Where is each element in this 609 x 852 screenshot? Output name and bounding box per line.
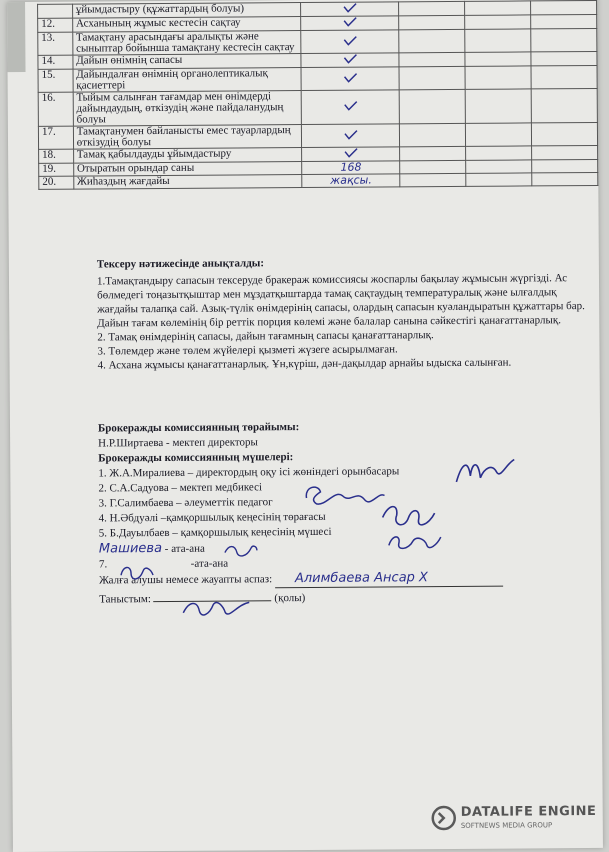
findings-heading: Тексеру нәтижесінде анықталды:	[96, 257, 265, 271]
acquainted-label: Таныстым:	[99, 593, 151, 606]
member-item: 2. С.А.Садуова – мектеп медбикесі	[98, 481, 263, 495]
member-item: 5. Б.Дауылбаев – қамқоршылық кеңесінің мүшесі	[98, 525, 332, 540]
row-criterion: Тамақтанумен байланысты емес тауарлардың өткізудің болуы	[73, 125, 302, 150]
check-mark-icon	[343, 35, 357, 45]
row-mark	[302, 147, 400, 162]
row-mark	[301, 30, 399, 54]
finding-1: 1.Тамақтандыру сапасын тексеруде бракераж комиссиясы жоспарлы бақылау жұмысын жүргізді. Ас бөлмедегі тоңазытқыштар мен мұздатқыштарда тамақ сақтаудың температуралық және ылғалдық жағдайы талапқа сай. Азық-түлік өнімдерінің сапасы, олардың сапасын куәландыратын құжаттары бар. Дайын тағам көлемінің бір реттік порция көлемі және балалар санына сәйкестігі қанағаттанарлық.	[96, 272, 585, 330]
responsible-handwritten: Алимбаева Ансар Х	[294, 570, 428, 587]
empty-cell	[465, 1, 531, 15]
row-criterion: ұйымдастыру (құжаттардың болуы)	[72, 3, 301, 19]
row-mark	[302, 124, 400, 148]
check-mark-icon	[343, 72, 357, 82]
document-page	[7, 0, 603, 852]
empty-cell	[465, 29, 531, 52]
empty-cell	[531, 14, 597, 28]
signature-miralieva	[452, 453, 522, 487]
row-number: 13.	[38, 32, 73, 55]
empty-cell	[400, 160, 466, 173]
row-mark	[302, 174, 400, 188]
members-heading: Брокеражды комиссиянның мүшелері:	[98, 451, 294, 465]
row-handwritten-value: жақсы.	[330, 173, 372, 187]
empty-cell	[466, 123, 532, 146]
check-mark-icon	[343, 17, 357, 27]
row-mark	[301, 2, 399, 17]
signature-saduova	[300, 477, 390, 518]
row-number: 14.	[38, 55, 73, 69]
row-mark	[301, 16, 399, 31]
signature-parent-7	[117, 561, 157, 585]
signature-acquainted	[179, 594, 259, 621]
chair-heading: Брокеражды комиссиянның төрайымы:	[97, 421, 300, 435]
empty-cell	[531, 28, 597, 51]
signature-parent-6	[221, 540, 261, 562]
finding-4: 4. Асхана жұмысы қанағаттанарлық. Ұн,күріш, дән-дақылдар арнайы ыдыска салынған.	[97, 356, 512, 372]
watermark-name: DATALIFE ENGINE	[460, 803, 597, 820]
empty-cell	[531, 0, 597, 14]
empty-cell	[531, 122, 597, 145]
empty-cell	[399, 66, 465, 89]
row-number: 17.	[38, 126, 73, 149]
responsible-signature-line	[275, 570, 503, 589]
acquainted-suffix: (қолы)	[274, 592, 306, 605]
empty-cell	[465, 66, 531, 89]
empty-cell	[399, 89, 465, 123]
row-criterion: Дайындалған өнімнің органолептикалық қасиеттері	[73, 68, 302, 93]
row-number: 16.	[38, 92, 73, 126]
empty-cell	[400, 146, 466, 160]
empty-cell	[531, 88, 597, 122]
check-mark-icon	[343, 101, 357, 111]
row-criterion: Жиһаздың жағдайы	[73, 175, 302, 190]
parent-6-label: - ата-ана	[164, 542, 205, 555]
row-number	[38, 4, 73, 18]
row-criterion: Дайын өнімнің сапасы	[73, 54, 302, 70]
member-item: 1. Ж.А.Миралиева – директордың оқу ісі жөніндегі орынбасары	[98, 465, 400, 480]
datalife-engine-watermark	[431, 803, 597, 836]
check-mark-icon	[343, 3, 357, 13]
acquainted-line	[99, 586, 589, 607]
table-row	[39, 172, 598, 189]
empty-cell	[465, 15, 531, 29]
page-shadow-edge	[7, 2, 25, 72]
empty-cell	[399, 15, 465, 29]
signature-dauylbaev	[385, 529, 445, 555]
row-criterion: Тыйым салынған тағамдар мен өнімдерді дайындаудың, өткізудің және пайдаланудың болуы	[73, 91, 302, 127]
row-mark	[302, 161, 400, 175]
empty-cell	[466, 146, 532, 160]
empty-cell	[399, 29, 465, 52]
member-item: 3. Г.Салимбаева – әлеуметтік педагог	[98, 496, 273, 510]
check-mark-icon	[344, 148, 358, 158]
row-criterion: Отыратын орындар саны	[73, 162, 302, 177]
empty-cell	[531, 51, 597, 65]
inspection-table	[37, 0, 598, 190]
row-handwritten-value: 168	[340, 160, 362, 174]
check-mark-icon	[344, 129, 358, 139]
row-mark	[301, 90, 399, 125]
parent-7-number: 7.	[98, 558, 108, 571]
row-mark	[301, 67, 399, 91]
responsible-label: Жалға алушы немесе жауапты аспаз:	[99, 573, 273, 587]
datalife-logo-icon	[431, 805, 457, 831]
check-mark-icon	[343, 54, 357, 64]
parent-6-handwritten: Машиева	[98, 541, 163, 557]
row-criterion: Тамақ қабылдауды ұйымдастыру	[73, 148, 302, 164]
row-number: 15.	[38, 69, 73, 92]
empty-cell	[400, 123, 466, 146]
empty-cell	[532, 159, 598, 172]
empty-cell	[466, 173, 532, 186]
empty-cell	[465, 89, 531, 123]
empty-cell	[465, 52, 531, 66]
row-number: 20.	[39, 176, 74, 189]
row-criterion: Асханының жұмыс кестесін сақтау	[72, 17, 301, 33]
empty-cell	[399, 52, 465, 66]
member-item: 4. Н.Әбдуәлі –қамқоршылық кеңесінің төрағасы	[98, 510, 326, 525]
row-number: 12.	[38, 18, 73, 32]
row-criterion: Тамақтану арасындағы аралықты және сыныптар бойынша тамақтану кестесін сақтау	[72, 31, 301, 56]
row-number: 19.	[39, 163, 74, 176]
row-mark	[301, 53, 399, 68]
finding-3: 3. Төлемдер және төлем жүйелері қызметі жүзеге асырылмаған.	[97, 343, 398, 358]
parent-7-label: -ата-ана	[190, 557, 229, 570]
empty-cell	[532, 172, 598, 185]
row-number: 18.	[39, 149, 74, 163]
empty-cell	[399, 1, 465, 15]
empty-cell	[466, 160, 532, 173]
findings-section	[97, 254, 588, 372]
finding-2: 2. Тамақ өнімдерінің сапасы, дайын тағамның сапасы қанағаттанарлық.	[97, 329, 434, 344]
table-row	[38, 88, 597, 126]
watermark-subtitle: SOFTNEWS MEDIA GROUP	[460, 821, 553, 830]
empty-cell	[531, 65, 597, 88]
chair-name: Н.Р.Ширтаева - мектеп директоры	[98, 436, 258, 450]
empty-cell	[400, 173, 466, 186]
empty-cell	[532, 145, 598, 159]
